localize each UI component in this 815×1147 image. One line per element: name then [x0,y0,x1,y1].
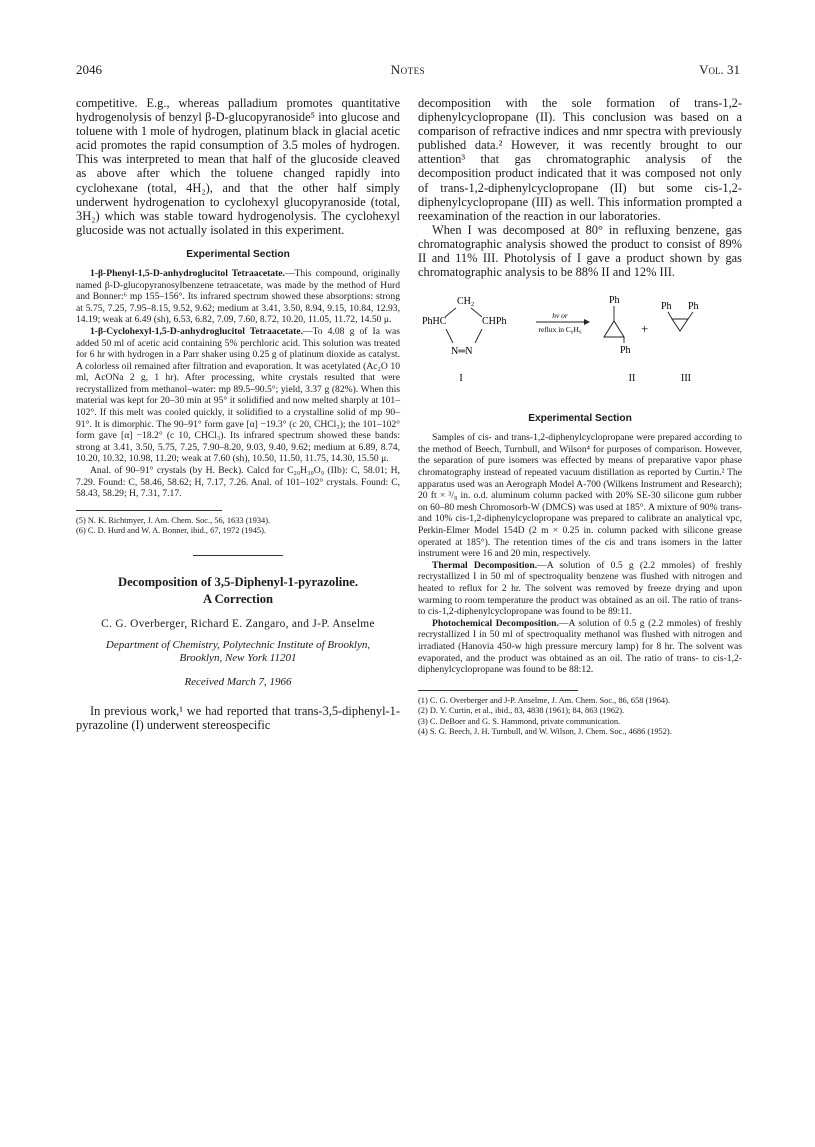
label-III: III [681,373,691,385]
ring-bond [668,312,672,319]
affiliation [76,639,400,666]
reaction-scheme [418,291,742,413]
III-ph-left: Ph [661,301,672,313]
experiment-2-heading: 1-β-Cyclohexyl-1,5-D-anhydroglucitol Tetraacetate. [90,325,304,337]
photochemical-body: —A solution of 0.5 g (2.2 mmoles) of freshly recrystallized I in 50 ml of spectroquality methanol was flushed with nitrogen and irradiated (Hanovia 450-w high pressure mercury lamp) for 8 hr. The solvent was evaporated, and the product was obtained as an oil. The ratio of trans- to cis-1,2-diphenylcyclopropane was found to be 88:12. [418,617,742,676]
article-title [76,574,400,608]
volume-label: Vol. 31 [699,62,740,77]
received-date: Received March 7, 1966 [184,675,292,688]
footnote-1: (1) C. G. Overberger and J-P. Anselme, J. Am. Chem. Soc., 86, 658 (1964). [418,695,670,705]
running-title: Notes [390,62,426,77]
experimental-heading-left: Experimental Section [186,248,290,260]
correction-paragraph-2: When I was decomposed at 80° in refluxing benzene, gas chromatographic analysis showed the product to consist of 89% II and 11% III. Photolysis of I gave a product shown by gas chromatographic analysis to be 88% II and 12% III. [418,222,742,280]
ring-bond [445,308,456,317]
affiliation-line-1: Department of Chemistry, Polytechnic Institute of Brooklyn, [105,638,371,651]
scheme-nn: N═N [451,346,473,358]
footnote-2: (2) D. Y. Curtin, et al., ibid., 83, 4838 (1961); 84, 863 (1962). [418,706,625,716]
II-ph-bottom: Ph [620,345,631,357]
ring-bond [446,329,453,343]
thermal-paragraph [418,560,742,618]
footnote-rule-left [76,510,222,511]
scheme-chph: CHPh [482,316,507,328]
article-title-line-1: Decomposition of 3,5-Diphenyl-1-pyrazoline. [118,574,358,589]
label-I: I [459,373,463,385]
experiment-1-heading: 1-β-Phenyl-1,5-D-anhydroglucitol Tetraacetate. [90,267,285,279]
experiment-1-body: —This compound, originally named β-D-glucopyranosylbenzene tetraacetate, was made by the method of Hurd and Bonner:⁶ mp 155–156°. Its infrared spectrum showed these absorptions: strong at 5.75, 7.25, 7.95–8.15, 9.52, 9.62; medium at 3.41, 3.50, 8.94, 9.15, 10.84, 12.93, 14.19; weak at 6.49 (sh), 6.53, 6.82, 7.09, 7.60, 8.72, 10.20, 11.05, 11.72, 14.50 μ. [76,267,401,326]
affiliation-line-2: Brooklyn, New York 11201 [179,652,297,665]
experiment-2-paragraph [76,326,400,465]
III-ph-right: Ph [688,301,699,313]
experimental-paragraph: Samples of cis- and trans-1,2-diphenylcyclopropane were prepared according to the method of Beech, Turnbull, and Wilson⁴ for purposes of comparison. However, the separation of pure isomers was effected by means of preparative vapor phase chromatography instead of repeated vacuum distillation as reported by Curtin.² The apparatus used was an Aerograph Model A-700 (Wilkens Instrument and Research); 20 ft × ³/₈ in. o.d. aluminum column packed with 20% SE-30 silicone gum rubber on 60–80 mesh Chromosorb-W (DMCS) was used at 185°. A mixture of 90% trans- and 10% cis-1,2-diphenylcyclopropane was prepared to calibrate an analytical vpc, Perkin-Elmer Model 154D (2 m × 0.25 in. column packed with silicone grease operated at 185°). The retention times of the cis and trans isomers in the latter instrument were 16 and 20 min, respectively. [418,432,742,560]
thermal-heading: Thermal Decomposition. [432,559,538,571]
experimental-heading-right: Experimental Section [528,413,632,425]
reaction-arrow-head [584,319,590,325]
thermal-body: —A solution of 0.5 g (2.2 mmoles) of freshly recrystallized I in 50 ml of spectroquality benzene was flushed with nitrogen and heated to reflux for 2 hr. The solvent was removed by freeze drying and upon warming to room temperature the product was obtained as an oil. The ratio of trans- to cis-1,2-diphenylcyclopropane was found to be 89:11. [418,559,742,618]
ring-bond [475,329,482,343]
label-II: II [628,373,636,385]
footnote-6: (6) C. D. Hurd and W. A. Bonner, ibid., 67, 1972 (1945). [76,526,266,536]
page-header [76,62,740,80]
article-body-start: In previous work,¹ we had reported that trans-3,5-diphenyl-1-pyrazoline (I) underwent stereospecific [76,703,400,732]
correction-paragraph-1: decomposition with the sole formation of trans-1,2-diphenylcyclopropane (II). This conclusion was based on a comparison of refractive indices and nmr spectra with previously published data.² However, it was recently brought to our attention³ that gas chromatographic analysis of the decomposition product indicated that it was composed not only of trans-1,2-diphenylcyclopropane (II) but some cis-1,2-diphenylcyclopropane (III) as well. This information prompted a reexamination of the reaction in our laboratories. [418,96,742,223]
cyclopropane-ring-II [604,321,624,337]
footnote-rule-right [418,690,578,691]
article-separator [193,555,283,556]
ring-bond [688,312,693,319]
page-number: 2046 [76,62,102,77]
footnote-3: (3) C. DeBoer and G. S. Hammond, private communication. [418,716,621,726]
left-column [76,96,400,732]
analysis-paragraph: Anal. of 90–91° crystals (by H. Beck). Calcd for C₂₀H₃₀O₉ (IIb): C, 58.01; H, 7.29. Found: C, 58.46, 58.62; H, 7.17, 7.26. Anal. of 101–102° crystals. Found: C, 58.43, 58.29; H, 7.31, 7.17. [76,465,400,500]
authors: C. G. Overberger, Richard E. Zangaro, and J-P. Anselme [101,617,375,630]
arrow-bottom-label: reflux in C₆H₆ [538,325,582,335]
intro-paragraph: competitive. E.g., whereas palladium promotes quantitative hydrogenolysis of benzyl β-D-glucopyranoside⁵ into glucose and toluene with 1 mole of hydrogen, platinum black in glacial acetic acid promotes the rapid consumption of 3.5 moles of hydrogen. This was interpreted to mean that half of the glucoside cleaved as above after which the toluene changed rapidly into cyclohexane (total, 4H₂), and that the other half simply underwent hydrogenation to cyclohexyl glucopyranoside (total, 3H₂) which was stable toward hydrogenolysis. The cyclohexyl glucoside was not actually isolated in this experiment. [76,96,400,237]
reaction-scheme-svg [418,291,742,413]
article-title-line-2: A Correction [202,591,274,606]
photochemical-paragraph [418,618,742,676]
arrow-top-label: hν or [552,311,568,321]
ring-bond [471,308,482,317]
photochemical-heading: Photochemical Decomposition. [432,617,559,629]
cyclopropane-ring-III [672,319,688,331]
scheme-phhc: PhHC [422,316,447,328]
footnote-4: (4) S. G. Beech, J. H. Turnbull, and W. Wilson, J. Chem. Soc., 4686 (1952). [418,726,672,736]
footnote-5: (5) N. K. Richtmyer, J. Am. Chem. Soc., 56, 1633 (1934). [76,515,271,525]
scheme-ch2: CH₂ [457,296,475,308]
experiment-1-paragraph [76,268,400,326]
experiment-2-body: —To 4.08 g of Ia was added 50 ml of acetic acid containing 5% perchloric acid. This solution was treated for 6 hr with hydrogen in a Parr shaker using 0.25 g of platinum dioxide as catalyst. A colorless oil remained after filtration and evaporation. It was acetylated (Ac₂O 10 ml, AcONa 2 g, 1 hr). After processing, white crystals resulted that were recrystallized from methanol–water: mp 89.5–90.5°; yield, 3.37 g (82%). When this material was kept for 20–30 min at 95° it solidified and now melted sharply at 101–102°. If this melt was cooled quickly, it solidified to a crystalline solid of mp 90–91°. It is dimorphic. The 90–91° form gave [α] −19.3° (c 20, CHCl₃); the 101–102° form gave [α] −18.2° (c 10, CHCl₃). Its infrared spectrum showed these bands: strong at 3.41, 3.50, 5.75, 7.25, 7.90–8.20, 9.03, 9.40, 9.62; medium at 6.89, 8.74, 10.20, 10.32, 10.98, 11.20; weak at 7.60 (sh), 10.50, 11.50, 11.75, 14.30, 15.50 μ. [76,325,401,465]
II-ph-top: Ph [609,295,620,307]
scheme-plus: + [641,321,649,337]
right-column [418,96,742,737]
